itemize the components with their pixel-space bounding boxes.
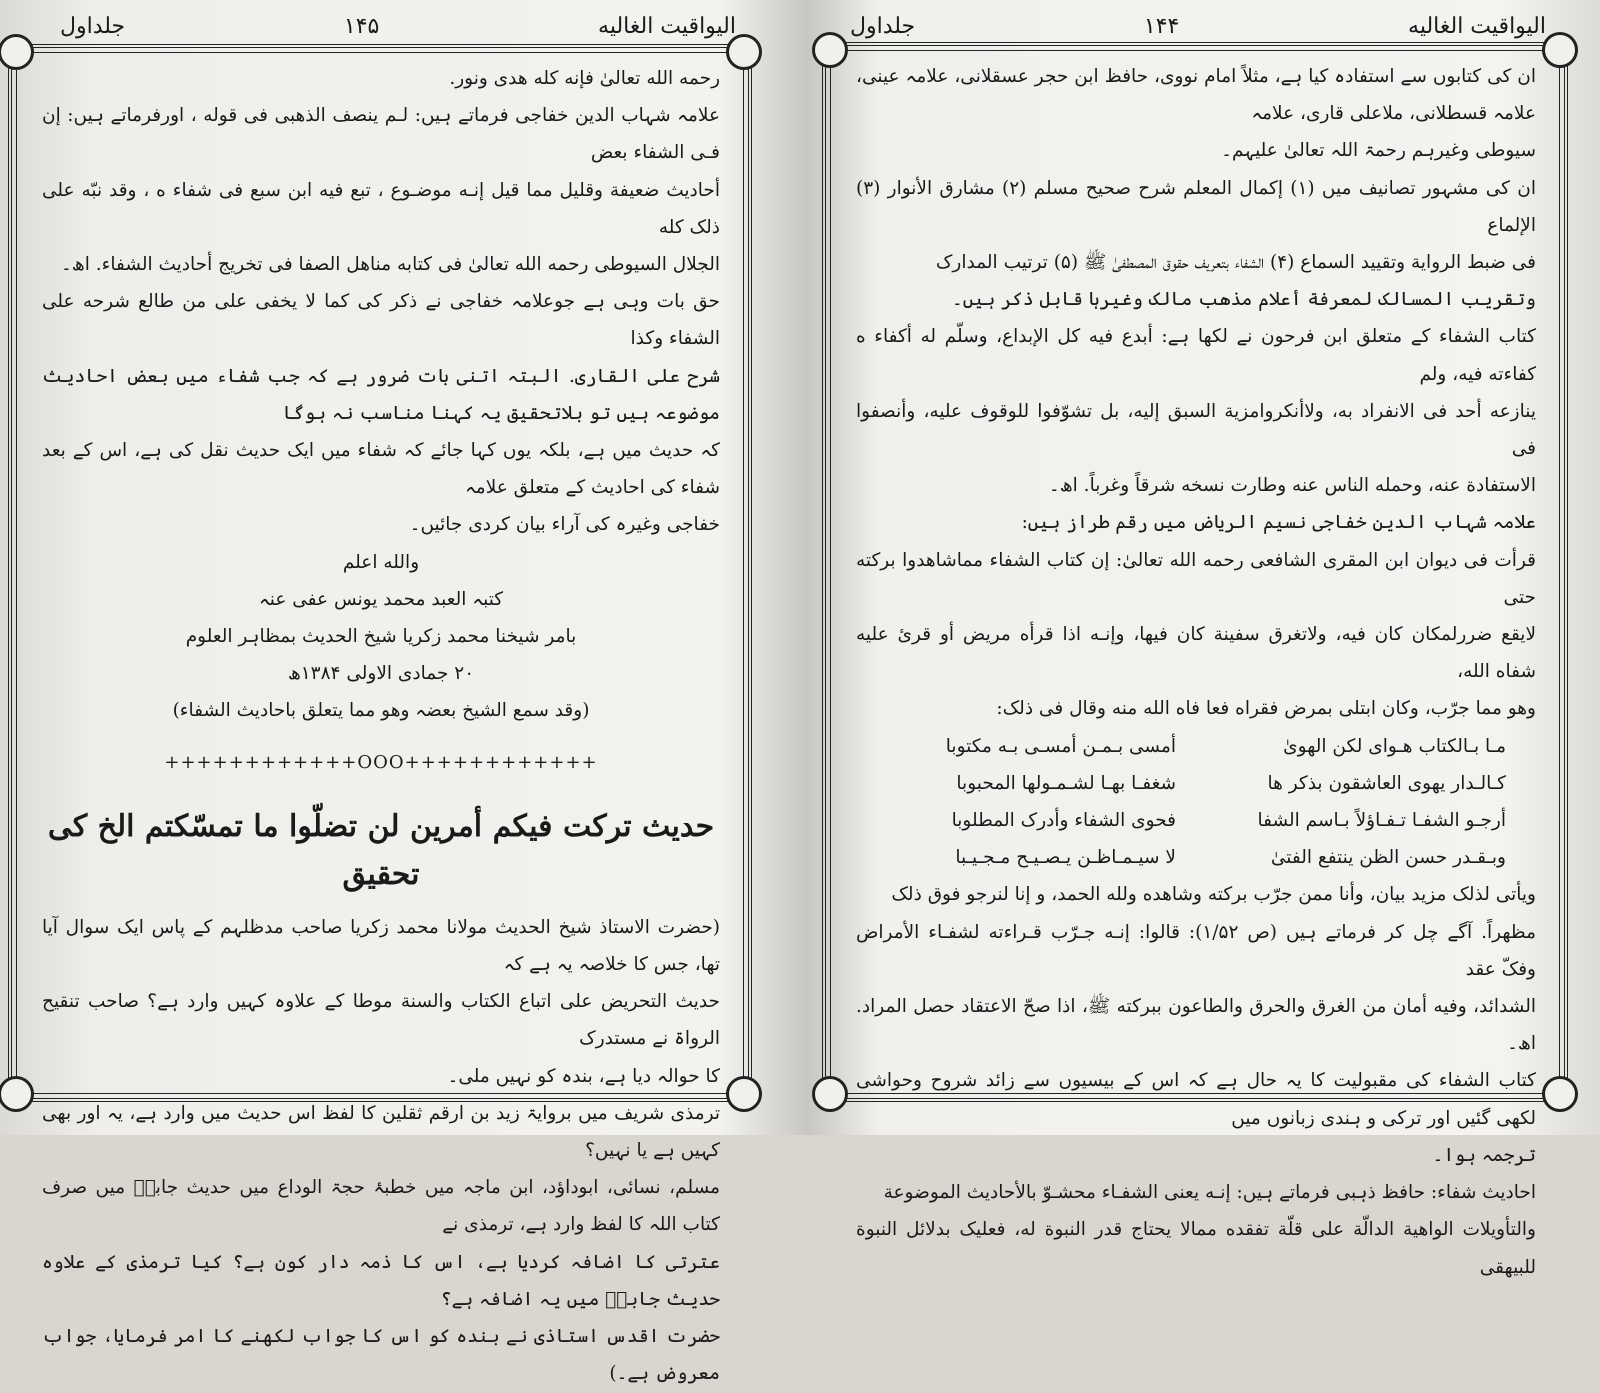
- text-line: کتاب الشفاء کی مقبولیت کا یہ حال ہے کہ اس کے بیسیوں سے زائد شروح وحواشی لکھی گئیں اور ترکی و ہندی زبانوں میں: [856, 1070, 1536, 1129]
- verse-hemistich: شغفـا بهـا لشـمـولها المحبوبا: [956, 772, 1176, 794]
- text-line: شرح علی القاری. البتہ اتنی بات ضرور ہے کہ جب شفاء میں بعض احادیث موضوعہ ہیں تو بلاتحقیق یہ کہنا مناسب نہ ہوگا: [42, 365, 720, 424]
- text-line: ينازعه أحد فی الانفراد به، ولاأنكروامزية السبق إليه، بل تشوّفوا للوقوف عليه، وأنصفوا فی: [856, 400, 1536, 460]
- note-line: (وقد سمع الشیخ بعضہ وهو مما یتعلق باحادیث الشفاء): [172, 700, 590, 722]
- corner-ornament-icon: [1542, 32, 1578, 68]
- text-line: خفاجی وغیرہ کی آراء بیان کردی جائیں۔: [409, 514, 720, 536]
- text-line: سیوطی وغیرہم رحمۃ اللہ تعالیٰ علیہم۔: [1221, 140, 1536, 162]
- text-line: قرأت فی ديوان ابن المقری الشافعی رحمه الله تعالیٰ: إن كتاب الشفاء مماشاهدوا بركته حتى: [856, 549, 1536, 608]
- text-line: ان کی مشہور تصانیف میں (۱) إکمال المعلم شرح صحيح مسلم (۲) مشارق الأنوار (۳) الإلماع: [856, 177, 1536, 236]
- left-header-title: اليواقيت الغاليه: [598, 13, 736, 39]
- left-header-volume: جلداول: [60, 13, 126, 39]
- text-line: علامہ شہاب الدین خفاجی فرماتے ہیں: لـم ينصف الذهبی فی قوله ، اورفرماتے ہیں: إن فـی الشفاء بعض: [42, 105, 720, 164]
- corner-ornament-icon: [0, 1076, 34, 1112]
- closing-phrase: والله اعلم: [342, 551, 420, 573]
- signature-line: بامر شیخنا محمد زکریا شیخ الحدیث بمظاہر العلوم: [185, 626, 577, 648]
- verse-hemistich: مـا بـالكتاب هـوای لكن الهوىٰ: [1283, 735, 1506, 757]
- section-heading: حدیث ترکت فیکم أمرين لن تضلّوا ما تمسّکتم الخ کی تحقیق: [47, 808, 715, 892]
- text-line: (حضرت الاستاذ شیخ الحدیث مولانا محمد زکریا صاحب مدظلہم کے پاس ایک سوال آیا تھا، جس کا خلاصہ یہ ہے کہ: [42, 916, 720, 976]
- right-page: [800, 0, 1600, 1278]
- text-line: احادیث شفاء: حافظ ذہبی فرماتے ہیں: إنـه يعنی الشفـاء محشـوّ بالأحاديث الموضوعة: [883, 1182, 1536, 1204]
- text-line: مظهراً. آگے چل کر فرماتے ہیں (ص ۱/۵۲): قالوا: إنـه جـرّب قـراءته لشفـاء الأمراض وفکّ عقد: [856, 921, 1536, 980]
- text-line: حدیث التحريض علی اتباع الكتاب والسنة موطا کے علاوہ کہیں وارد ہے؟ صاحب تنقیح الرواۃ نے مستدرک: [42, 991, 720, 1050]
- left-page: [0, 0, 800, 1385]
- section-divider: ++++++++++++OOO++++++++++++: [164, 751, 598, 773]
- text-line: ترمذی شریف میں بروایۃ زید بن ارقم ثقلین کا لفظ اس حدیث میں وارد ہے، یہ اور بھی کہیں ہے یا نہیں؟: [42, 1102, 720, 1162]
- text-line: وتقريب المسالک لمعرفة أعلام مذهب مالک وغیرہا قابل ذکر ہیں۔: [951, 289, 1536, 311]
- text-line: أحاديث ضعيفة وقليل مما قيل إنـه موضـوع ، تبع فيه ابن سبع فی شفاء ه ، وقد نبّه علی ذلک کله: [42, 179, 720, 238]
- text-line: فی ضبط الرواية وتقييد السماع (۴) الشفاء بتعريف حقوق المصطفیٰ ﷺ (۵) ترتيب المدارک: [935, 252, 1536, 274]
- text-line: کا حوالہ دیا ہے، بندہ کو نہیں ملی۔: [447, 1065, 720, 1087]
- text-line: مسلم، نسائی، ابوداؤد، ابن ماجہ میں خطبۂ حجۃ الوداع میں حدیث جابرؓ میں صرف کتاب اللہ کا لفظ وارد ہے، ترمذی نے: [42, 1177, 720, 1236]
- right-page-body: [856, 58, 1536, 1278]
- verse-hemistich: لا سيـمـاظـن يـصـيـح مـجـيـبا: [955, 847, 1176, 869]
- text-line: کتاب الشفاء کے متعلق ابن فرحون نے لکھا ہے: أبدع فيه كل الإبداع، وسلّم له أكفاء ه كفاءته فيه، ولم: [856, 326, 1536, 385]
- verse-hemistich: كـالـدار يهوى العاشقون بذكر ها: [1267, 772, 1506, 794]
- text-line: عترتی کا اضافہ کردیا ہے، اس کا ذمہ دار کون ہے؟ کیا ترمذی کے علاوہ حدیث جابرؓ میں یہ اضافہ ہے؟: [42, 1251, 720, 1310]
- text-line: ويأتی لذلک مزيد بيان، وأنا ممن جرّب بركته وشاهده ولله الحمد، و إنا لنرجو فوق ذلک: [891, 884, 1536, 906]
- verse-hemistich: أمسی بـمـن أمسـی بـه مكتوبا: [945, 735, 1176, 757]
- poem-verses: [886, 728, 1506, 877]
- corner-ornament-icon: [812, 1076, 848, 1112]
- text-line: وهو مما جرّب، وكان ابتلی بمرض فقراه فعا فاه الله منه وقال فی ذلک:: [996, 698, 1536, 720]
- corner-ornament-icon: [0, 34, 34, 70]
- left-page-header: [60, 8, 736, 44]
- left-page-frame: [8, 44, 752, 1385]
- right-header-title: اليواقيت الغاليه: [1408, 13, 1546, 39]
- text-line: الاستفادة عنه، وحمله الناس عنه وطارت نسخه شرقاً وغرباً. اھ۔: [1048, 475, 1536, 497]
- text-line: کہ حدیث میں ہے، بلکہ یوں کہا جائے کہ شفاء میں ایک حدیث نقل کی ہے، اس کے بعد شفاء کی احادیث کے متعلق علامہ: [42, 440, 720, 499]
- text-line: الشدائد، وفيه أمان من الغرق والحرق والطاعون ببركته ﷺ، اذا صحّ الاعتقاد حصل المراد. اھ۔: [856, 996, 1536, 1055]
- text-line: رحمه الله تعالىٰ فإنه كله هدى ونور.: [449, 68, 720, 89]
- text-line: علامہ شہاب الدین خفاجی نسیم الریاض میں رقم طراز ہیں:: [1021, 512, 1536, 534]
- text-line: حق بات وہی ہے جوعلامہ خفاجی نے ذکر کی کما لا یخفی علی من طالع شرحه علی الشفاء وكذا: [42, 291, 720, 350]
- right-page-frame: [822, 42, 1568, 1278]
- text-line: ان کی کتابوں سے استفادہ کیا ہے، مثلاً امام نووی، حافظ ابن حجر عسقلانی، علامہ عینی، علامہ قسطلانی، ملاعلی قاری، علامہ: [856, 66, 1536, 125]
- left-page-body: [42, 60, 720, 1385]
- text-line: الجلال السيوطی رحمه الله تعالیٰ فی كتابه مناهل الصفا فی تخريج أحاديث الشفاء. اھ۔: [60, 254, 720, 276]
- verse-hemistich: أرجـو الشفـا تـفـاؤلاً بـاسم الشفا: [1257, 810, 1506, 832]
- corner-ornament-icon: [726, 34, 762, 70]
- text-line: حضرت اقدس استاذی نے بندہ کو اس کا جواب لکھنے کا امر فرمایا، جواب معروض ہے۔): [42, 1326, 720, 1385]
- verse-hemistich: وبـقـدر حسن الظن ينتفع الفتیٰ: [1270, 847, 1506, 869]
- date-line: ۲۰ جمادی الاولی ۱۳۸۴ھ: [287, 663, 475, 685]
- corner-ornament-icon: [812, 32, 848, 68]
- signature-line: کتبہ العبد محمد یونس عفی عنہ: [258, 588, 504, 610]
- left-header-number: ۱۴۵: [343, 13, 380, 39]
- right-page-header: [850, 8, 1546, 44]
- corner-ornament-icon: [726, 1076, 762, 1112]
- right-header-number: ۱۴۴: [1143, 13, 1180, 39]
- right-header-volume: جلداول: [850, 13, 916, 39]
- text-line: لايقع ضررلمكان كان فيه، ولاتغرق سفينة كان فيها، وإنـه اذا قرأه مريض أو قرئ عليه شفاه الله،: [856, 624, 1536, 683]
- text-line: والتأويلات الواهية الدالّة علی قلّة تفقده ممالا يحتاج قدر النبوة له، فعليک بدلائل النبوة للبيهقی: [856, 1219, 1536, 1278]
- corner-ornament-icon: [1542, 1076, 1578, 1112]
- verse-hemistich: فحوى الشفاء وأدرک المطلوبا: [951, 810, 1176, 832]
- text-line: ترجمہ ہوا۔: [1432, 1144, 1536, 1166]
